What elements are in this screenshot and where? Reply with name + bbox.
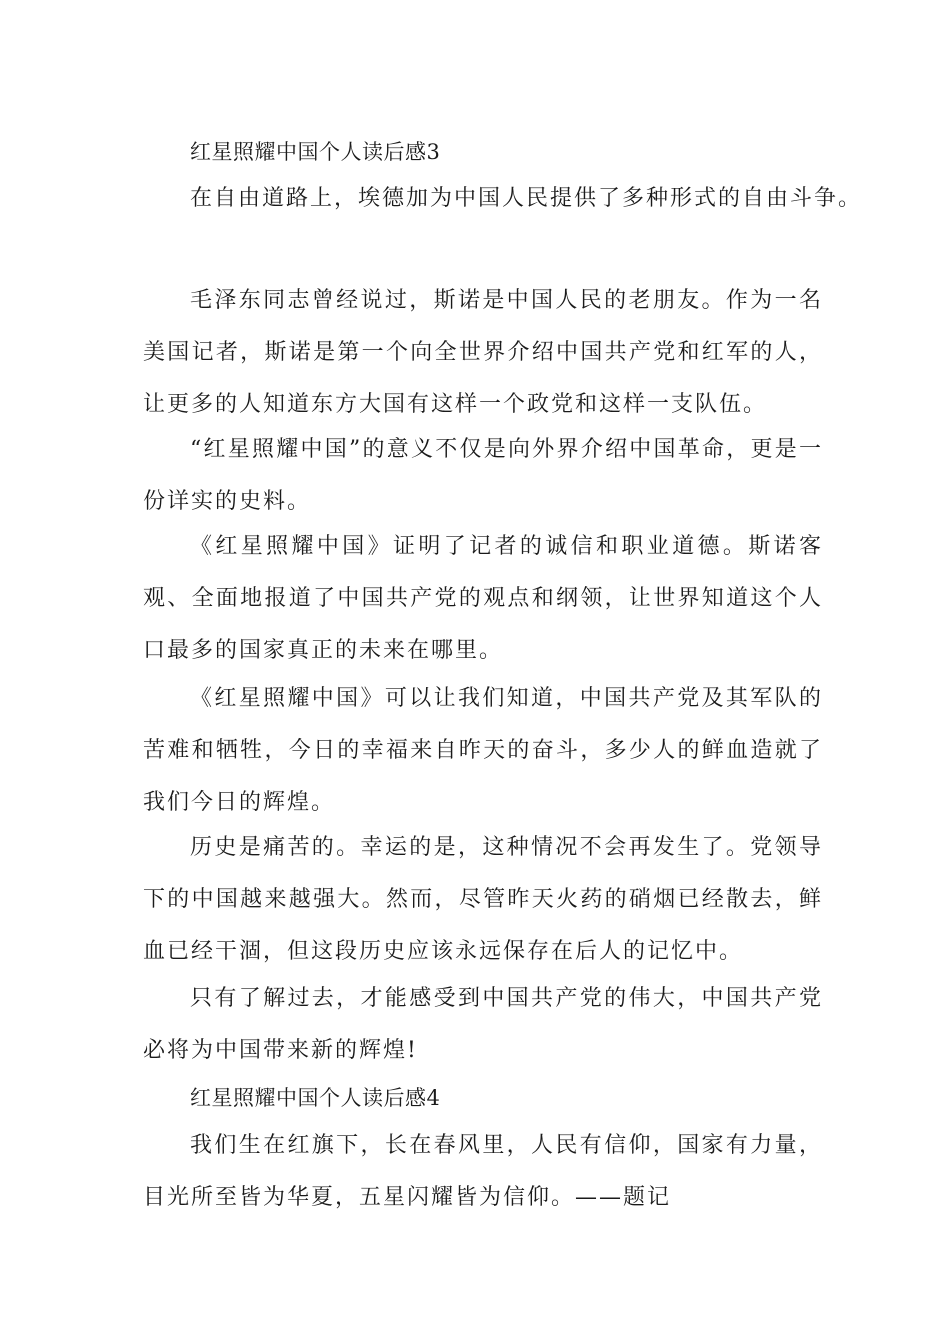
paragraph-epigraph: 我们生在红旗下，长在春风里，人民有信仰，国家有力量，目光所至皆为华夏，五星闪耀皆为信仰。——题记 <box>143 1133 823 1210</box>
section-heading-4: 红星照耀中国个人读后感4 <box>190 1086 441 1110</box>
section-heading-3: 红星照耀中国个人读后感3 <box>190 140 441 164</box>
paragraph-snow-friend: 毛泽东同志曾经说过，斯诺是中国人民的老朋友。作为一名美国记者，斯诺是第一个向全世界介绍中国共产党和红军的人，让更多的人知道东方大国有这样一个政党和这样一支队伍。 <box>143 288 823 417</box>
paragraph-future: 只有了解过去，才能感受到中国共产党的伟大，中国共产党必将为中国带来新的辉煌! <box>143 986 823 1063</box>
paragraph-significance: “红星照耀中国”的意义不仅是向外界介绍中国革命，更是一份详实的史料。 <box>143 437 823 514</box>
intro-line-3: 在自由道路上，埃德加为中国人民提供了多种形式的自由斗争。 <box>190 186 863 211</box>
paragraph-history: 历史是痛苦的。幸运的是，这种情况不会再发生了。党领导下的中国越来越强大。然而，尽管昨天火药的硝烟已经散去，鲜血已经干涸，但这段历史应该永远保存在后人的记忆中。 <box>143 835 823 964</box>
paragraph-integrity: 《红星照耀中国》证明了记者的诚信和职业道德。斯诺客观、全面地报道了中国共产党的观点和纲领，让世界知道这个人口最多的国家真正的未来在哪里。 <box>143 534 823 663</box>
paragraph-sacrifice: 《红星照耀中国》可以让我们知道，中国共产党及其军队的苦难和牺牲，今日的幸福来自昨天的奋斗，多少人的鲜血造就了我们今日的辉煌。 <box>143 686 823 815</box>
